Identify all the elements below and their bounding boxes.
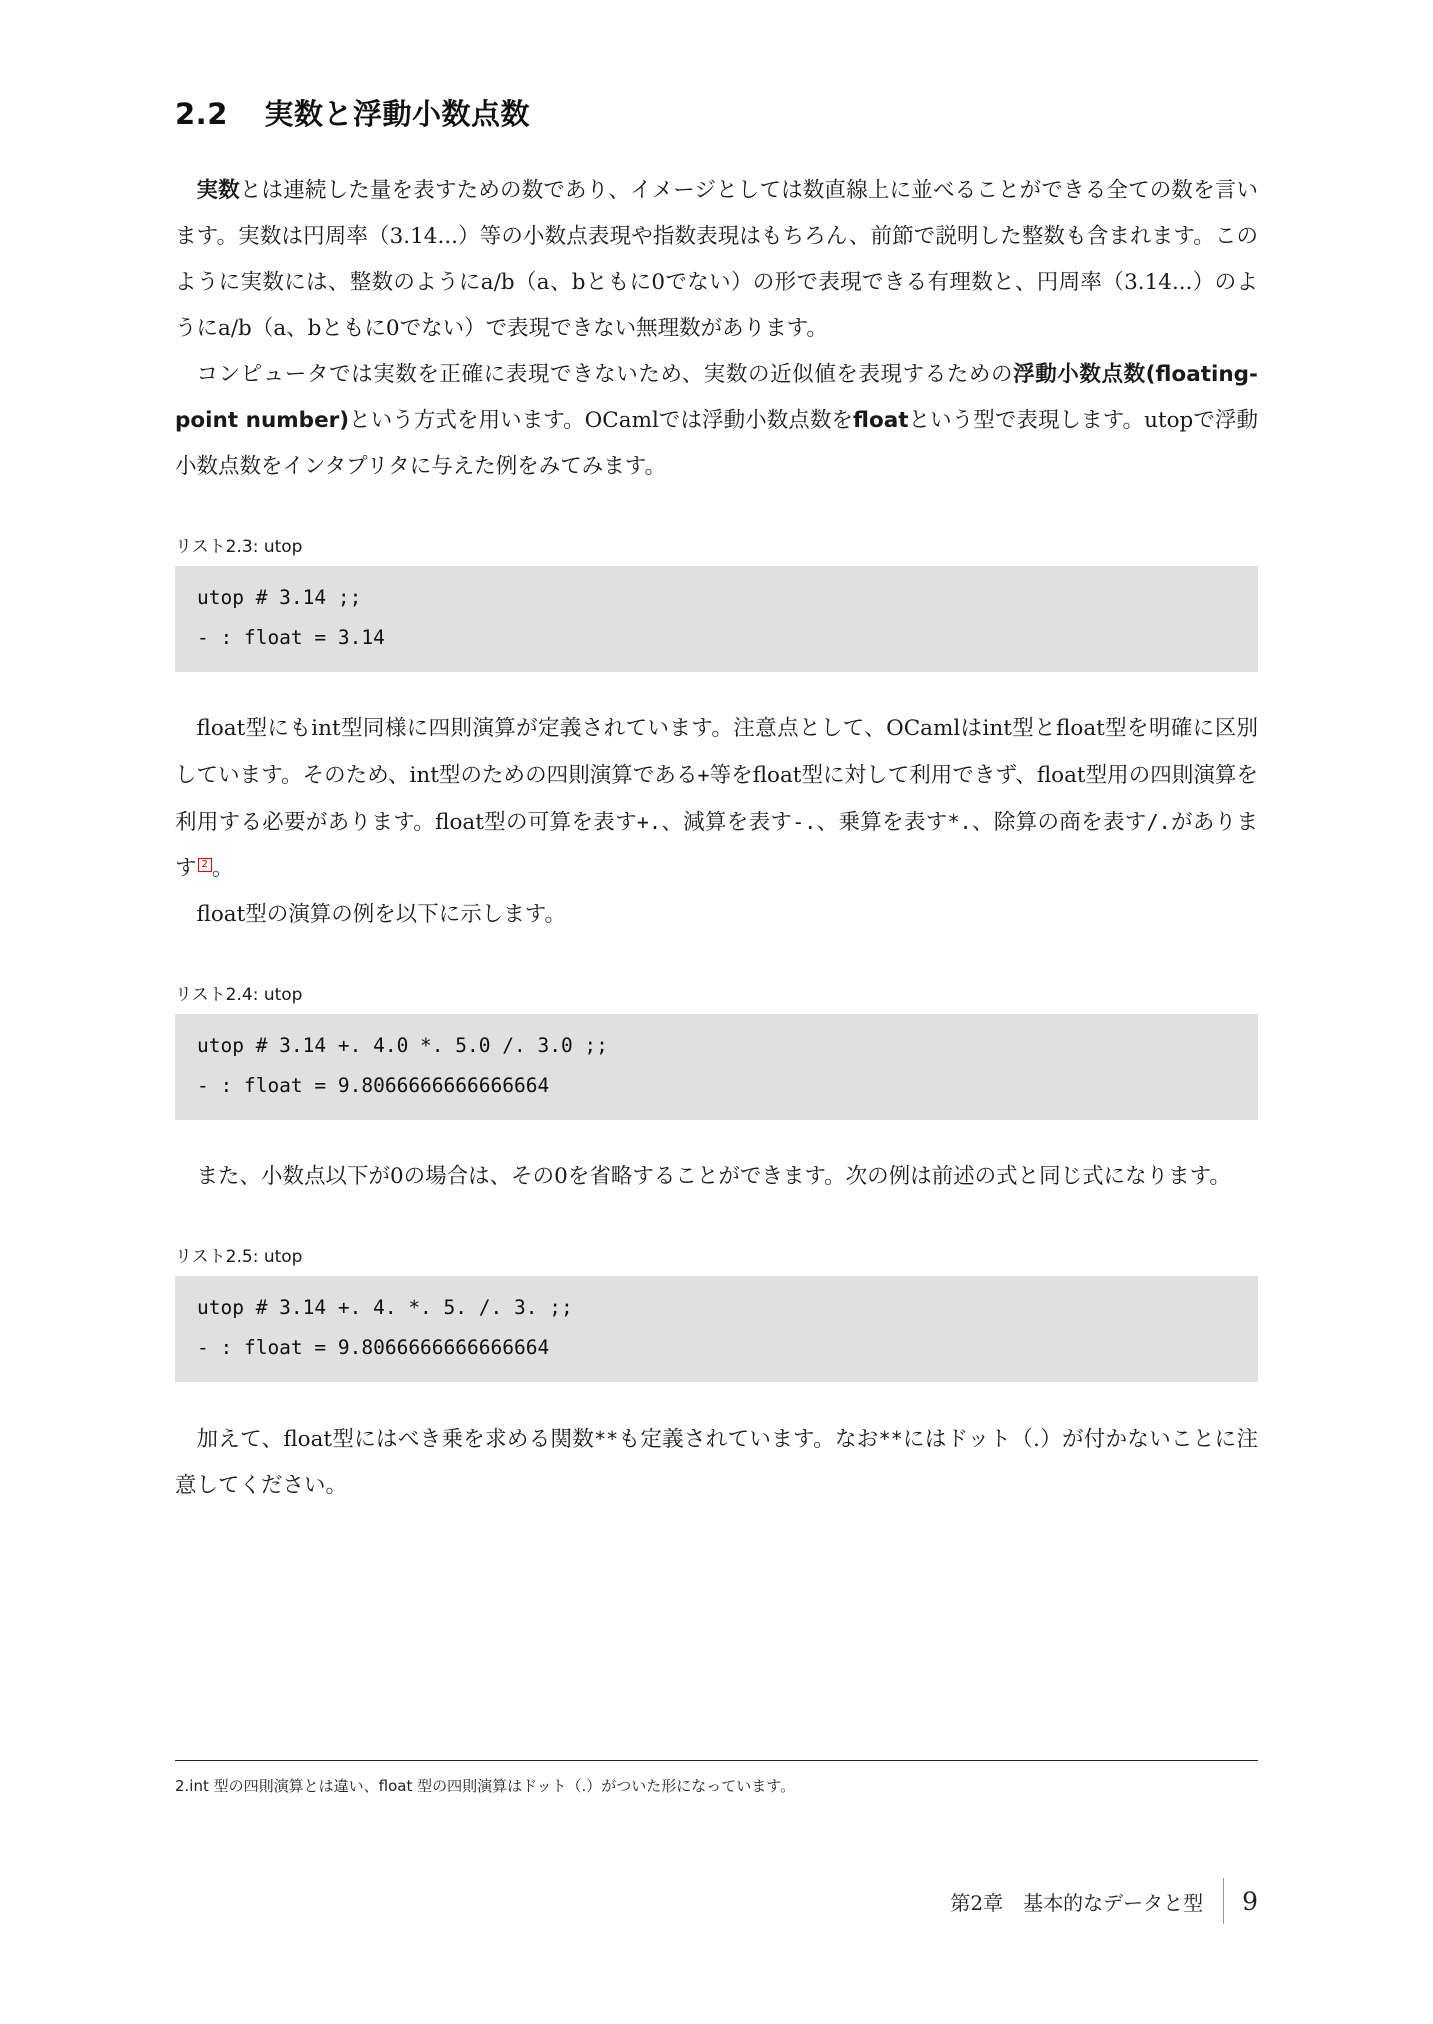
paragraph-text: も定義されています。なお xyxy=(618,1427,879,1453)
paragraph-power-function xyxy=(175,1416,1258,1509)
footnote-text: 2.int 型の四則演算とは違い、float 型の四則演算はドット（.）がついた形になっています。 xyxy=(175,1777,796,1795)
code-block-utop xyxy=(175,566,1258,672)
paragraph-text: があります xyxy=(175,810,1258,882)
paragraph-text: 、減算を表す xyxy=(661,810,793,836)
paragraph-text: 加えて、float型にはべき乗を求める関数 xyxy=(196,1427,595,1453)
footnote-area xyxy=(175,1760,1258,1797)
footnote-link-2[interactable]: 2 xyxy=(198,858,212,872)
paragraph-text: という方式を用います。OCamlでは浮動小数点数を xyxy=(349,408,854,434)
paragraph-text: コンピュータでは実数を正確に表現できないため、実数の近似値を表現するための xyxy=(196,362,1014,388)
page-footer xyxy=(950,1878,1258,1924)
operator-float-div: /. xyxy=(1146,810,1171,835)
footnote-rule xyxy=(175,1760,1258,1761)
listing-caption: リスト2.3: utop xyxy=(175,537,303,558)
page-number: 9 xyxy=(1242,1886,1258,1916)
term-real-number: 実数 xyxy=(196,178,240,204)
paragraph-text: 、乗算を表す xyxy=(816,810,948,836)
code-line: utop # 3.14 +. 4.0 *. 5.0 /. 3.0 ;; xyxy=(197,1034,608,1058)
operator-float-add: +. xyxy=(636,810,662,835)
section-number: 2.2 xyxy=(175,97,228,131)
code-line: utop # 3.14 ;; xyxy=(197,586,362,610)
listing-2-5 xyxy=(175,1242,1258,1382)
page-content xyxy=(175,0,1258,1509)
code-block-utop xyxy=(175,1014,1258,1120)
code-line: - : float = 3.14 xyxy=(197,626,385,650)
code-line: - : float = 9.8066666666666664 xyxy=(197,1074,550,1098)
listing-caption: リスト2.5: utop xyxy=(175,1247,303,1268)
listing-2-4 xyxy=(175,980,1258,1120)
operator-float-sub: -. xyxy=(792,810,817,835)
term-float-type: float xyxy=(853,408,909,434)
operator-power: ** xyxy=(594,1427,619,1452)
operator-float-mul: *. xyxy=(947,810,972,835)
listing-2-3 xyxy=(175,532,1258,672)
section-title: 実数と浮動小数点数 xyxy=(264,97,530,131)
paragraph-text: にはドット（.）が付かないことに注意してください。 xyxy=(175,1427,1258,1499)
paragraph-zero-omission: また、小数点以下が0の場合は、その0を省略することができます。次の例は前述の式と同じ式になります。 xyxy=(196,1164,1231,1190)
section-heading xyxy=(175,0,1258,132)
paragraph-text: float型にもint型同様に四則演算が定義されています。注意点として、OCamlはint型とfloat型を明確に区別しています。そのため、int型のための四則演算である xyxy=(175,716,1258,789)
paragraph-text: 等をfloat型に対して利用できず、float型用の四則演算を利用する必要があります。float型の可算を表す xyxy=(175,763,1258,836)
paragraph-float-arithmetic xyxy=(175,706,1258,892)
code-line: - : float = 9.8066666666666664 xyxy=(197,1336,550,1360)
paragraph-text: 。 xyxy=(211,856,234,882)
paragraph-text: とは連続した量を表すための数であり、イメージとしては数直線上に並べることができる全ての数を言います。実数は円周率（3.14...）等の小数点表現や指数表現はもちろん、前節で説明した整数も含まれます。このように実数には、整数のようにa/b（a、bともに0でない）の形で表現できる有理数と、円周率（3.14...）のようにa/b（a、bともに0でない）で表現できない無理数があります。 xyxy=(175,178,1258,342)
code-block-utop xyxy=(175,1276,1258,1382)
listing-caption: リスト2.4: utop xyxy=(175,985,303,1006)
footer-divider xyxy=(1223,1878,1224,1924)
paragraph-text: という型で表現します。utopで浮動小数点数をインタプリタに与えた例をみてみます。 xyxy=(175,408,1258,480)
operator-plus: + xyxy=(697,763,710,788)
paragraph-floating-point xyxy=(175,352,1258,490)
term-floating-point-english: (floating-point number) xyxy=(175,362,1258,434)
code-line: utop # 3.14 +. 4. *. 5. /. 3. ;; xyxy=(197,1296,573,1320)
operator-power: ** xyxy=(878,1427,903,1452)
paragraph-text: 、除算の商を表す xyxy=(971,810,1147,836)
term-floating-point-number: 浮動小数点数 xyxy=(1013,362,1146,388)
paragraph-example-intro: float型の演算の例を以下に示します。 xyxy=(196,902,567,928)
footer-chapter-title: 第2章 基本的なデータと型 xyxy=(950,1890,1204,1915)
paragraph-real-numbers xyxy=(175,168,1258,352)
